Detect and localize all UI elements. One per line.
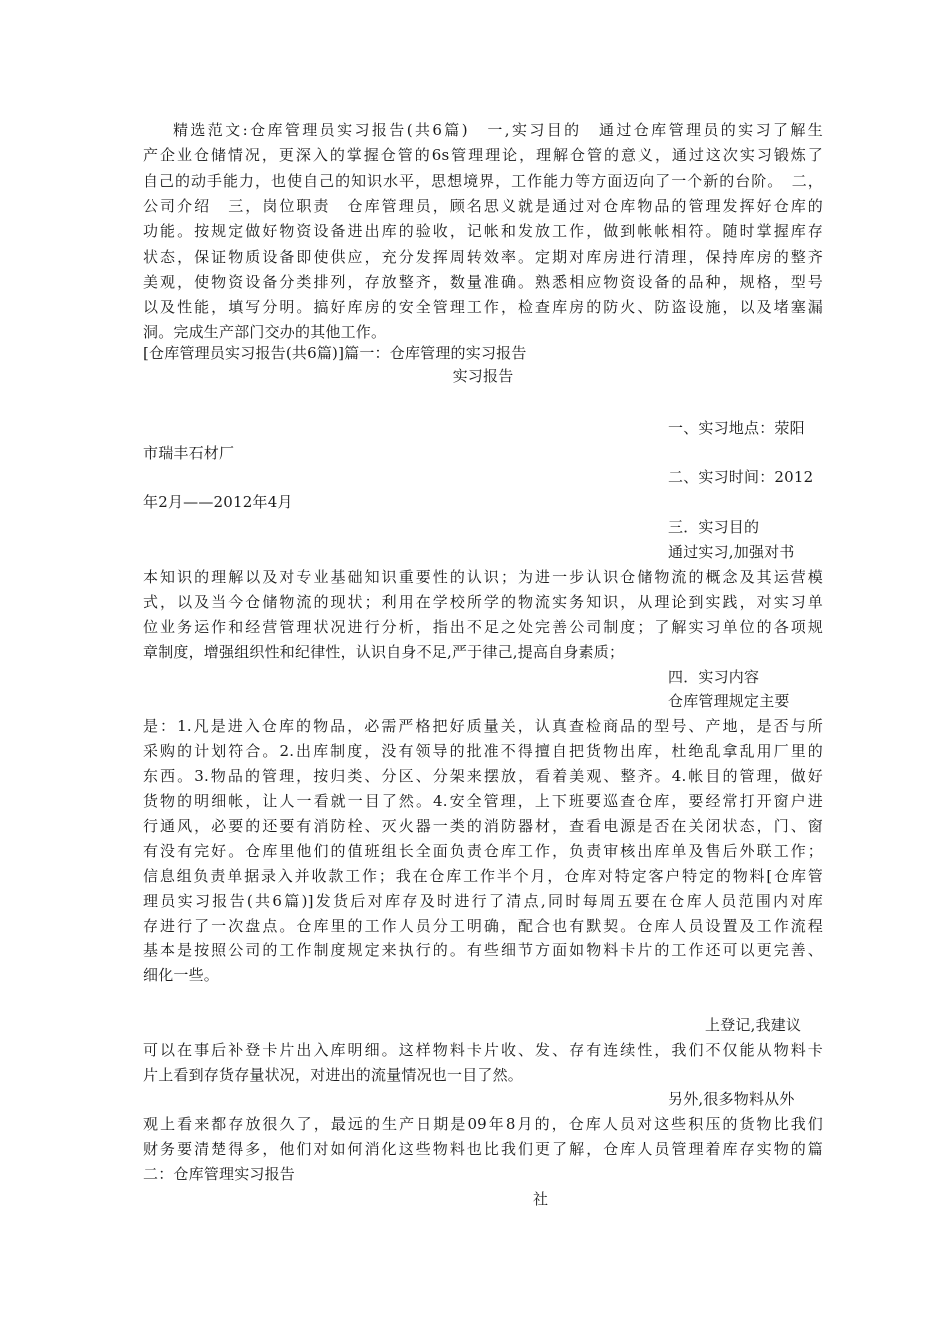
body-line: 有没有完好。仓库里他们的值班组长全面负责仓库工作，负责审核出库单及售后外联工作； bbox=[143, 842, 823, 860]
body-line: 片上看到存货存量状况，对进出的流量情况也一目了然。 bbox=[143, 1066, 524, 1084]
body-line: 公司介绍 三，岗位职责 仓库管理员，顾名思义就是通过对仓库物品的管理发挥好仓库的 bbox=[143, 197, 823, 215]
body-line: 理员实习报告(共6篇)]发货后对库存及时进行了清点,同时每周五要在仓库人员范围内对库 bbox=[143, 892, 823, 910]
body-line: 财务要清楚得多，他们对如何消化这些物料也比我们更了解，仓库人员管理着库存实物的篇 bbox=[143, 1140, 823, 1158]
body-line: 一、实习地点：荥阳 bbox=[668, 419, 805, 437]
body-line: 年2月——2012年4月 bbox=[143, 493, 293, 511]
body-line: 信息组负责单据录入并收款工作；我在仓库工作半个月，仓库对特定客户特定的物料[仓库管 bbox=[143, 867, 823, 885]
report-title: 实习报告 bbox=[452, 367, 514, 385]
body-line: 洞。完成生产部门交办的其他工作。 bbox=[143, 323, 387, 341]
body-line: 本知识的理解以及对专业基础知识重要性的认识；为进一步认识仓储物流的概念及其运营模 bbox=[143, 568, 823, 586]
body-line: 货物的明细帐，让人一看就一目了然。4.安全管理，上下班要巡查仓库，要经常打开窗户进 bbox=[143, 792, 823, 810]
body-line: 基本是按照公司的工作制度规定来执行的。有些细节方面如物料卡片的工作还可以更完善、 bbox=[143, 941, 823, 959]
body-line: 功能。按规定做好物资设备进出库的验收，记帐和发放工作，做到帐帐相符。随时掌握库存 bbox=[143, 222, 823, 240]
body-line: 二：仓库管理实习报告 bbox=[143, 1165, 296, 1183]
body-line: 可以在事后补登卡片出入库明细。这样物料卡片收、发、存有连续性，我们不仅能从物料卡 bbox=[143, 1041, 823, 1059]
body-line: 式，以及当今仓储物流的现状；利用在学校所学的物流实务知识，从理论到实践，对实习单 bbox=[143, 593, 823, 611]
body-line: 东西。3.物品的管理，按归类、分区、分架来摆放，看着美观、整齐。4.帐目的管理，做好 bbox=[143, 767, 823, 785]
body-line: 是：1.凡是进入仓库的物品，必需严格把好质量关，认真查检商品的型号、产地，是否与所 bbox=[143, 717, 823, 735]
body-line: 细化一些。 bbox=[143, 966, 220, 984]
body-line: 存进行了一次盘点。仓库里的工作人员分工明确，配合也有默契。仓库人员设置及工作流程 bbox=[143, 917, 823, 935]
body-line: 自己的动手能力，也使自己的知识水平，思想境界，工作能力等方面迈向了一个新的台阶。 二， bbox=[143, 172, 823, 190]
body-line: 以及性能，填写分明。搞好库房的安全管理工作，检查库房的防火、防盗设施，以及堵塞漏 bbox=[143, 298, 823, 316]
section-heading: [仓库管理员实习报告(共6篇)]篇一：仓库管理的实习报告 bbox=[143, 344, 527, 362]
body-line: 另外,很多物料从外 bbox=[668, 1090, 795, 1108]
body-line: 社 bbox=[533, 1190, 549, 1208]
body-line: 行通风，必要的还要有消防栓、灭火器一类的消防器材，查看电源是否在关闭状态，门、窗 bbox=[143, 817, 823, 835]
body-line: 二、实习时间：2012 bbox=[668, 468, 814, 486]
body-line: 采购的计划符合。2.出库制度，没有领导的批准不得擅自把货物出库，杜绝乱拿乱用厂里的 bbox=[143, 742, 823, 760]
body-line: 市瑞丰石材厂 bbox=[143, 444, 235, 462]
body-line: 观上看来都存放很久了，最远的生产日期是09年8月的，仓库人员对这些积压的货物比我们 bbox=[143, 1115, 823, 1133]
body-line: 位业务运作和经营管理状况进行分析，指出不足之处完善公司制度；了解实习单位的各项规 bbox=[143, 618, 823, 636]
body-line: 通过实习,加强对书 bbox=[668, 543, 795, 561]
body-line: 上登记,我建议 bbox=[705, 1016, 802, 1034]
body-line: 状态，保证物质设备即使供应，充分发挥周转效率。定期对库房进行清理，保持库房的整齐 bbox=[143, 248, 823, 266]
body-line: 四．实习内容 bbox=[668, 668, 760, 686]
body-line: 精选范文:仓库管理员实习报告(共6篇) 一,实习目的 通过仓库管理员的实习了解生 bbox=[173, 121, 823, 139]
body-line: 仓库管理规定主要 bbox=[668, 692, 790, 710]
body-line: 章制度，增强组织性和纪律性，认识自身不足,严于律己,提高自身素质； bbox=[143, 643, 625, 661]
body-line: 美观，使物资设备分类排列，存放整齐，数量准确。熟悉相应物资设备的品种，规格，型号 bbox=[143, 273, 823, 291]
body-line: 三．实习目的 bbox=[668, 518, 760, 536]
body-line: 产企业仓储情况，更深入的掌握仓管的6s管理理论，理解仓管的意义，通过这次实习锻炼了 bbox=[143, 146, 823, 164]
